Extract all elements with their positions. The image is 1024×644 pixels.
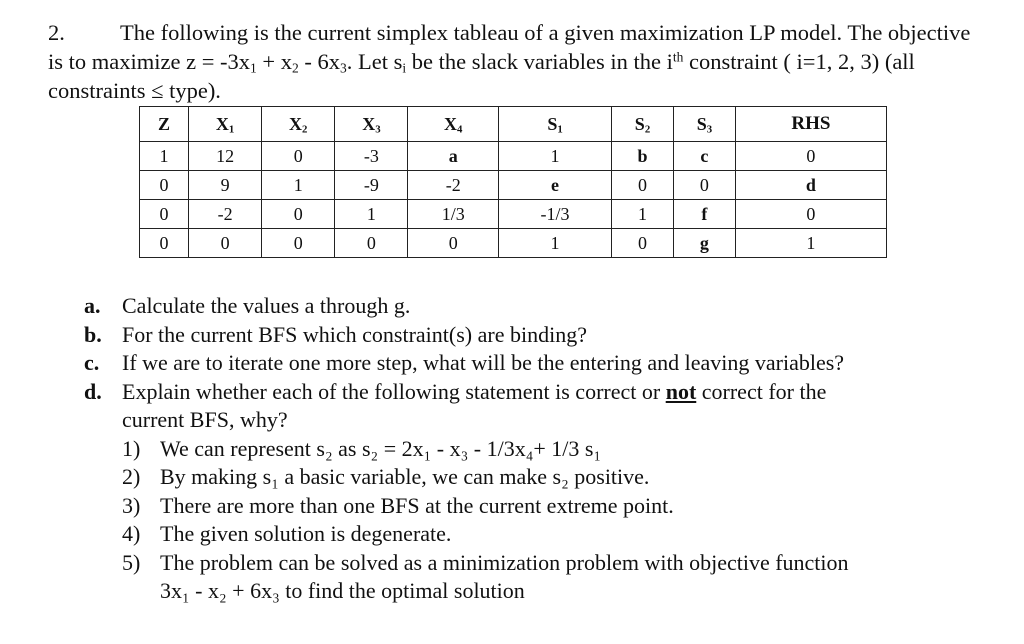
- question-number: 2.: [48, 20, 65, 45]
- cell: -3: [335, 142, 408, 171]
- cell: -9: [335, 171, 408, 200]
- part-b: [84, 321, 984, 350]
- list-item: 2) By making s₁ a basic variable, we can make s₂ positive.: [122, 464, 650, 489]
- part-text: For the current BFS which constraint(s) are binding?: [122, 321, 587, 347]
- header-s1: $S_1$: [498, 107, 611, 142]
- cell: 9: [189, 171, 262, 200]
- cell: -2: [189, 200, 262, 229]
- cell: 0: [262, 142, 335, 171]
- header-s2: $S_2$: [612, 107, 674, 142]
- question-intro: 2. The following is the current simplex tableau of a given maximization LP model. The objective is to maximize $z = -3x_1 + x_2 - 6x_3$. Let $s_i$ be the slack variables in the $i^{th}$ constraint ( i=1, 2, 3) (all constraints ≤ type).: [48, 20, 971, 103]
- cell: 0: [612, 229, 674, 258]
- cell: 1: [262, 171, 335, 200]
- part-label: c.: [84, 350, 100, 375]
- cell: -1/3: [498, 200, 611, 229]
- table-row: [140, 229, 887, 258]
- table-row: [140, 142, 887, 171]
- cell: 0: [735, 142, 886, 171]
- part-d: [84, 378, 984, 435]
- cell-unknown: f: [673, 200, 735, 229]
- header-rhs: RHS: [735, 107, 886, 142]
- cell-unknown: b: [612, 142, 674, 171]
- part-text: Calculate the values a through g.: [122, 293, 411, 318]
- cell: 0: [335, 229, 408, 258]
- cell-unknown: d: [735, 171, 886, 200]
- cell: 0: [612, 171, 674, 200]
- list-item: 5) The problem can be solved as a minimization problem with objective function: [122, 549, 849, 575]
- simplex-tableau: [139, 106, 887, 258]
- header-z: Z: [140, 107, 189, 142]
- cell: 1: [735, 229, 886, 258]
- cell: 0: [262, 200, 335, 229]
- list-item: 4) The given solution is degenerate.: [122, 521, 452, 546]
- header-x1: $X_1$: [189, 107, 262, 142]
- list-item: 3) There are more than one BFS at the current extreme point.: [122, 492, 674, 518]
- part-text: If we are to iterate one more step, what will be the entering and leaving variables?: [122, 350, 845, 375]
- part-a: [84, 292, 984, 321]
- cell: 1: [335, 200, 408, 229]
- part-label: b.: [84, 321, 102, 347]
- question-parts: [84, 292, 984, 606]
- cell: 0: [140, 171, 189, 200]
- part-text: Explain whether each of the following statement is correct or not correct for the current BFS, why?: [122, 378, 827, 432]
- tableau-header-row: [140, 107, 887, 142]
- cell: 1: [498, 229, 611, 258]
- cell: -2: [408, 171, 499, 200]
- cell: 0: [408, 229, 499, 258]
- cell: 0: [262, 229, 335, 258]
- header-s3: $S_3$: [673, 107, 735, 142]
- cell: 1: [498, 142, 611, 171]
- cell-unknown: e: [498, 171, 611, 200]
- cell: 0: [189, 229, 262, 258]
- cell: 12: [189, 142, 262, 171]
- cell: 0: [140, 200, 189, 229]
- cell-unknown: a: [408, 142, 499, 171]
- list-item-continuation: 3x₁ - x₂ + 6x₃ to find the optimal solution: [160, 578, 525, 603]
- cell: 0: [140, 229, 189, 258]
- emphasis-not: not: [665, 378, 697, 404]
- cell: 0: [735, 200, 886, 229]
- part-label: d.: [84, 378, 102, 404]
- table-row: [140, 200, 887, 229]
- cell: 1: [612, 200, 674, 229]
- cell: 1/3: [408, 200, 499, 229]
- part-label: a.: [84, 293, 101, 318]
- table-row: [140, 171, 887, 200]
- part-c: [84, 349, 984, 378]
- cell-unknown: c: [673, 142, 735, 171]
- cell: 1: [140, 142, 189, 171]
- cell: 0: [673, 171, 735, 200]
- statement-list: [122, 435, 984, 606]
- header-x3: $X_3$: [335, 107, 408, 142]
- intro-text-1: The following is the current simplex tableau of a given maximization LP model. The objective is to maximize z = -3x: [48, 20, 971, 74]
- header-x4: $X_4$: [408, 107, 499, 142]
- header-x2: $X_2$: [262, 107, 335, 142]
- cell-unknown: g: [673, 229, 735, 258]
- list-item: 1) We can represent s₂ as s₂ = 2x₁ - x₃ - 1/3x₄+ 1/3 s₁: [122, 435, 602, 461]
